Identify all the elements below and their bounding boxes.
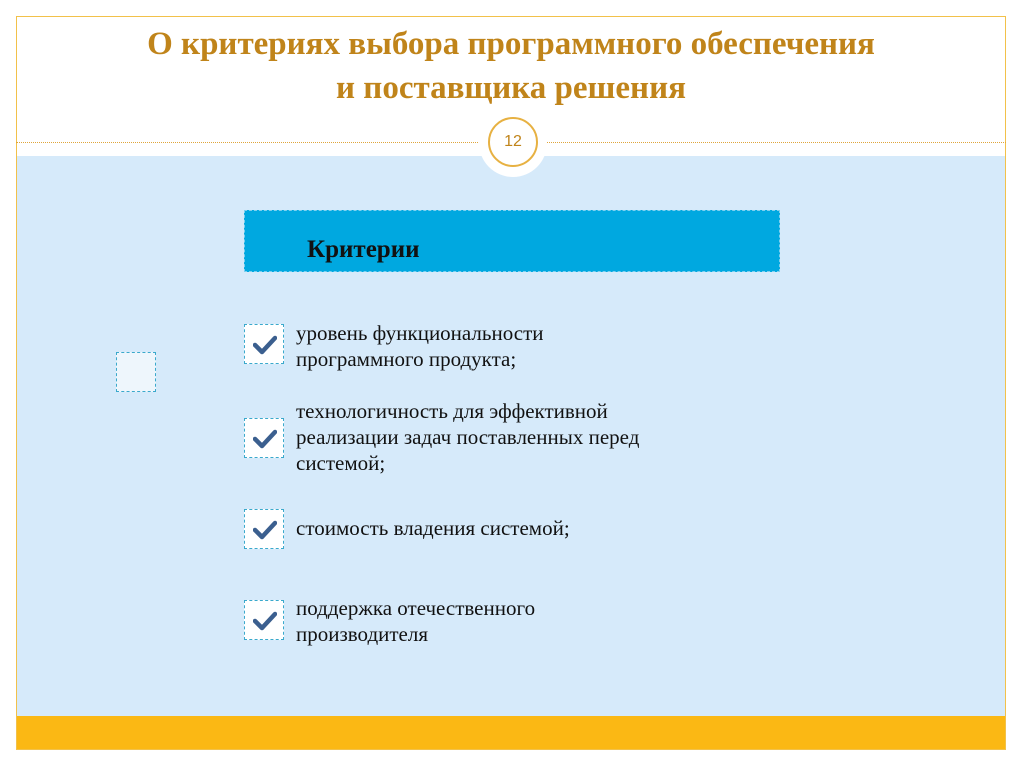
title-line-2: и поставщика решения (336, 70, 686, 106)
item-2-line-1: технологичность для эффективной (296, 399, 608, 423)
check-box-1 (244, 324, 284, 364)
check-mark-icon (253, 611, 277, 631)
criteria-item-1 (296, 320, 796, 372)
slide-title (16, 22, 1006, 110)
item-1-line-1: уровень функциональности (296, 321, 544, 345)
empty-placeholder-box (116, 352, 156, 392)
criteria-header (244, 210, 780, 272)
item-4-line-1: поддержка отечественного (296, 596, 536, 620)
title-line-1: О критериях выбора программного обеспечения (147, 26, 875, 62)
criteria-item-3 (296, 515, 796, 541)
check-box-2 (244, 418, 284, 458)
item-2-line-3: системой; (296, 451, 386, 475)
item-3-line-1: стоимость владения системой; (296, 516, 570, 540)
check-mark-icon (253, 429, 277, 449)
check-box-3 (244, 509, 284, 549)
page-number-badge: 12 (488, 117, 538, 167)
criteria-item-2 (296, 398, 796, 476)
criteria-header-label: Критерии (307, 236, 420, 263)
item-1-line-2: программного продукта; (296, 347, 517, 371)
item-2-line-2: реализации задач поставленных перед (296, 425, 640, 449)
check-mark-icon (253, 335, 277, 355)
check-box-4 (244, 600, 284, 640)
item-4-line-2: производителя (296, 622, 428, 646)
footer-bar (17, 716, 1005, 749)
check-mark-icon (253, 520, 277, 540)
criteria-item-4 (296, 595, 796, 647)
